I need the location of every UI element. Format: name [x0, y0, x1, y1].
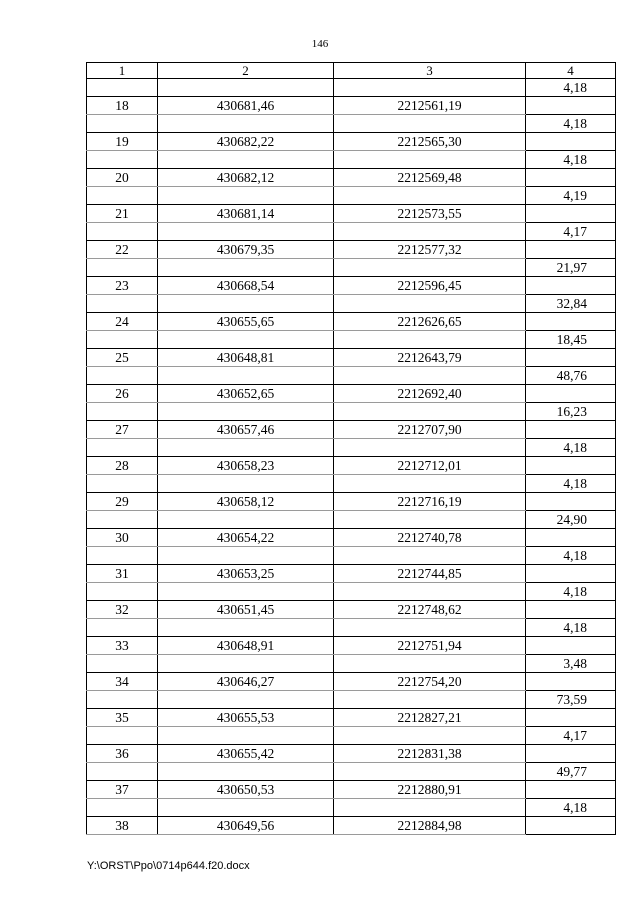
- table-row-point: [87, 241, 616, 259]
- cell-distance: [526, 745, 616, 763]
- cell-distance: 4,17: [526, 727, 616, 745]
- cell-y-coordinate: [334, 79, 526, 97]
- cell-x-coordinate: [158, 295, 334, 313]
- cell-y-coordinate: [334, 259, 526, 277]
- table-row-point: [87, 709, 616, 727]
- cell-y-coordinate: [334, 367, 526, 385]
- cell-distance: [526, 565, 616, 583]
- cell-distance: 4,17: [526, 223, 616, 241]
- cell-distance: [526, 169, 616, 187]
- cell-x-coordinate: 430681,14: [158, 205, 334, 223]
- cell-point-number: [87, 691, 158, 709]
- table-row-distance: [87, 439, 616, 457]
- table-row-point: [87, 565, 616, 583]
- cell-distance: [526, 97, 616, 115]
- table-row-distance: [87, 331, 616, 349]
- cell-x-coordinate: 430650,53: [158, 781, 334, 799]
- cell-distance: [526, 457, 616, 475]
- cell-y-coordinate: [334, 583, 526, 601]
- cell-point-number: [87, 115, 158, 133]
- table-row-point: [87, 817, 616, 835]
- cell-x-coordinate: 430655,42: [158, 745, 334, 763]
- cell-distance: 4,18: [526, 619, 616, 637]
- cell-y-coordinate: 2212716,19: [334, 493, 526, 511]
- table-row-point: [87, 421, 616, 439]
- cell-point-number: 18: [87, 97, 158, 115]
- cell-y-coordinate: [334, 655, 526, 673]
- table-row-distance: [87, 475, 616, 493]
- cell-y-coordinate: [334, 619, 526, 637]
- table-row-point: [87, 169, 616, 187]
- cell-point-number: 31: [87, 565, 158, 583]
- cell-y-coordinate: [334, 763, 526, 781]
- table-row-point: [87, 673, 616, 691]
- cell-point-number: [87, 799, 158, 817]
- cell-distance: 49,77: [526, 763, 616, 781]
- table-row-distance: [87, 367, 616, 385]
- cell-point-number: 34: [87, 673, 158, 691]
- cell-point-number: 26: [87, 385, 158, 403]
- page-number: 146: [311, 38, 329, 50]
- cell-x-coordinate: [158, 151, 334, 169]
- cell-y-coordinate: [334, 295, 526, 313]
- table-row-point: [87, 133, 616, 151]
- table-row-distance: [87, 223, 616, 241]
- cell-y-coordinate: 2212626,65: [334, 313, 526, 331]
- header-col-1: 1: [87, 63, 158, 79]
- cell-distance: [526, 313, 616, 331]
- table-row-point: [87, 385, 616, 403]
- cell-y-coordinate: 2212831,38: [334, 745, 526, 763]
- cell-y-coordinate: 2212827,21: [334, 709, 526, 727]
- cell-point-number: [87, 439, 158, 457]
- cell-y-coordinate: 2212643,79: [334, 349, 526, 367]
- cell-point-number: [87, 259, 158, 277]
- cell-distance: [526, 133, 616, 151]
- cell-x-coordinate: 430658,12: [158, 493, 334, 511]
- cell-distance: [526, 241, 616, 259]
- cell-y-coordinate: 2212748,62: [334, 601, 526, 619]
- cell-x-coordinate: 430654,22: [158, 529, 334, 547]
- cell-point-number: 22: [87, 241, 158, 259]
- cell-x-coordinate: [158, 259, 334, 277]
- cell-point-number: [87, 79, 158, 97]
- header-col-4: 4: [526, 63, 616, 79]
- cell-y-coordinate: [334, 151, 526, 169]
- cell-x-coordinate: 430648,91: [158, 637, 334, 655]
- cell-point-number: 20: [87, 169, 158, 187]
- cell-x-coordinate: [158, 223, 334, 241]
- cell-distance: [526, 385, 616, 403]
- cell-x-coordinate: 430649,56: [158, 817, 334, 835]
- cell-y-coordinate: 2212712,01: [334, 457, 526, 475]
- cell-point-number: 24: [87, 313, 158, 331]
- table-row-distance: [87, 259, 616, 277]
- table-row-point: [87, 457, 616, 475]
- cell-distance: 4,18: [526, 115, 616, 133]
- cell-x-coordinate: [158, 187, 334, 205]
- coordinates-table: [86, 62, 616, 835]
- table-row-distance: [87, 583, 616, 601]
- cell-y-coordinate: 2212569,48: [334, 169, 526, 187]
- cell-point-number: [87, 295, 158, 313]
- cell-y-coordinate: 2212751,94: [334, 637, 526, 655]
- cell-y-coordinate: [334, 691, 526, 709]
- cell-distance: [526, 277, 616, 295]
- cell-distance: 4,18: [526, 799, 616, 817]
- cell-y-coordinate: 2212561,19: [334, 97, 526, 115]
- cell-x-coordinate: [158, 583, 334, 601]
- table-row-distance: [87, 403, 616, 421]
- cell-x-coordinate: 430668,54: [158, 277, 334, 295]
- cell-point-number: [87, 547, 158, 565]
- cell-distance: 73,59: [526, 691, 616, 709]
- cell-point-number: [87, 583, 158, 601]
- cell-point-number: [87, 619, 158, 637]
- cell-x-coordinate: [158, 115, 334, 133]
- cell-y-coordinate: [334, 331, 526, 349]
- cell-point-number: 30: [87, 529, 158, 547]
- cell-point-number: 35: [87, 709, 158, 727]
- cell-point-number: [87, 475, 158, 493]
- cell-distance: 4,18: [526, 583, 616, 601]
- cell-distance: 4,18: [526, 475, 616, 493]
- cell-x-coordinate: 430648,81: [158, 349, 334, 367]
- cell-distance: 48,76: [526, 367, 616, 385]
- cell-y-coordinate: 2212573,55: [334, 205, 526, 223]
- cell-point-number: [87, 331, 158, 349]
- cell-y-coordinate: [334, 223, 526, 241]
- cell-x-coordinate: 430653,25: [158, 565, 334, 583]
- cell-point-number: 29: [87, 493, 158, 511]
- table-row-point: [87, 205, 616, 223]
- cell-distance: 32,84: [526, 295, 616, 313]
- table-row-point: [87, 97, 616, 115]
- cell-distance: 24,90: [526, 511, 616, 529]
- cell-point-number: 21: [87, 205, 158, 223]
- table-header-row: [87, 63, 616, 79]
- table-row-point: [87, 349, 616, 367]
- cell-point-number: [87, 655, 158, 673]
- cell-x-coordinate: [158, 727, 334, 745]
- table-row-distance: [87, 115, 616, 133]
- cell-x-coordinate: 430655,53: [158, 709, 334, 727]
- cell-x-coordinate: 430681,46: [158, 97, 334, 115]
- cell-distance: [526, 709, 616, 727]
- cell-x-coordinate: [158, 691, 334, 709]
- cell-point-number: [87, 223, 158, 241]
- cell-y-coordinate: [334, 727, 526, 745]
- table-row-distance: [87, 511, 616, 529]
- table-row-distance: [87, 619, 616, 637]
- cell-distance: 4,18: [526, 547, 616, 565]
- table-row-distance: [87, 655, 616, 673]
- cell-x-coordinate: 430682,12: [158, 169, 334, 187]
- cell-distance: 4,19: [526, 187, 616, 205]
- cell-point-number: 33: [87, 637, 158, 655]
- cell-distance: [526, 493, 616, 511]
- cell-x-coordinate: [158, 655, 334, 673]
- cell-distance: 4,18: [526, 439, 616, 457]
- cell-y-coordinate: [334, 511, 526, 529]
- table-row-point: [87, 529, 616, 547]
- table-row-distance: [87, 763, 616, 781]
- cell-distance: [526, 349, 616, 367]
- cell-point-number: [87, 727, 158, 745]
- cell-distance: [526, 529, 616, 547]
- cell-y-coordinate: 2212577,32: [334, 241, 526, 259]
- cell-x-coordinate: [158, 799, 334, 817]
- table-row-distance: [87, 691, 616, 709]
- cell-point-number: [87, 511, 158, 529]
- cell-y-coordinate: [334, 187, 526, 205]
- cell-y-coordinate: 2212707,90: [334, 421, 526, 439]
- cell-distance: [526, 637, 616, 655]
- cell-distance: [526, 817, 616, 835]
- table-row-point: [87, 637, 616, 655]
- header-col-3: 3: [334, 63, 526, 79]
- cell-y-coordinate: 2212596,45: [334, 277, 526, 295]
- cell-point-number: [87, 187, 158, 205]
- cell-point-number: [87, 763, 158, 781]
- cell-y-coordinate: [334, 403, 526, 421]
- cell-y-coordinate: 2212884,98: [334, 817, 526, 835]
- cell-y-coordinate: [334, 439, 526, 457]
- cell-point-number: [87, 151, 158, 169]
- table-row-point: [87, 745, 616, 763]
- table-row-distance: [87, 799, 616, 817]
- cell-y-coordinate: [334, 547, 526, 565]
- cell-distance: [526, 205, 616, 223]
- cell-point-number: 23: [87, 277, 158, 295]
- cell-x-coordinate: [158, 367, 334, 385]
- table-row-point: [87, 313, 616, 331]
- cell-y-coordinate: 2212565,30: [334, 133, 526, 151]
- cell-distance: [526, 421, 616, 439]
- cell-x-coordinate: 430682,22: [158, 133, 334, 151]
- cell-point-number: 38: [87, 817, 158, 835]
- cell-y-coordinate: 2212880,91: [334, 781, 526, 799]
- cell-y-coordinate: 2212744,85: [334, 565, 526, 583]
- table-row-distance: [87, 547, 616, 565]
- table-row-point: [87, 277, 616, 295]
- cell-point-number: 25: [87, 349, 158, 367]
- cell-distance: 18,45: [526, 331, 616, 349]
- cell-point-number: 36: [87, 745, 158, 763]
- table-row-distance: [87, 295, 616, 313]
- cell-x-coordinate: 430652,65: [158, 385, 334, 403]
- table-row-distance: [87, 187, 616, 205]
- table-row-point: [87, 781, 616, 799]
- table-row-point: [87, 601, 616, 619]
- cell-x-coordinate: [158, 403, 334, 421]
- cell-distance: [526, 601, 616, 619]
- cell-distance: 3,48: [526, 655, 616, 673]
- cell-point-number: [87, 403, 158, 421]
- table-row-distance: [87, 151, 616, 169]
- cell-y-coordinate: 2212740,78: [334, 529, 526, 547]
- cell-distance: 16,23: [526, 403, 616, 421]
- cell-point-number: 37: [87, 781, 158, 799]
- cell-x-coordinate: [158, 79, 334, 97]
- cell-y-coordinate: [334, 115, 526, 133]
- table-row-point: [87, 493, 616, 511]
- table-row-distance: [87, 79, 616, 97]
- cell-point-number: 28: [87, 457, 158, 475]
- cell-x-coordinate: 430646,27: [158, 673, 334, 691]
- cell-distance: 21,97: [526, 259, 616, 277]
- cell-x-coordinate: 430655,65: [158, 313, 334, 331]
- cell-x-coordinate: [158, 547, 334, 565]
- header-col-2: 2: [158, 63, 334, 79]
- cell-x-coordinate: 430657,46: [158, 421, 334, 439]
- cell-x-coordinate: [158, 763, 334, 781]
- cell-x-coordinate: 430658,23: [158, 457, 334, 475]
- cell-x-coordinate: 430651,45: [158, 601, 334, 619]
- cell-point-number: [87, 367, 158, 385]
- cell-x-coordinate: [158, 331, 334, 349]
- cell-x-coordinate: [158, 475, 334, 493]
- cell-distance: 4,18: [526, 151, 616, 169]
- cell-x-coordinate: [158, 619, 334, 637]
- table-row-distance: [87, 727, 616, 745]
- cell-y-coordinate: 2212692,40: [334, 385, 526, 403]
- cell-x-coordinate: [158, 511, 334, 529]
- cell-x-coordinate: [158, 439, 334, 457]
- cell-point-number: 19: [87, 133, 158, 151]
- cell-y-coordinate: [334, 475, 526, 493]
- cell-distance: 4,18: [526, 79, 616, 97]
- cell-y-coordinate: 2212754,20: [334, 673, 526, 691]
- cell-x-coordinate: 430679,35: [158, 241, 334, 259]
- cell-distance: [526, 673, 616, 691]
- cell-y-coordinate: [334, 799, 526, 817]
- cell-point-number: 32: [87, 601, 158, 619]
- footer-file-path: Y:\ORST\Ppo\0714p644.f20.docx: [87, 860, 250, 872]
- cell-point-number: 27: [87, 421, 158, 439]
- cell-distance: [526, 781, 616, 799]
